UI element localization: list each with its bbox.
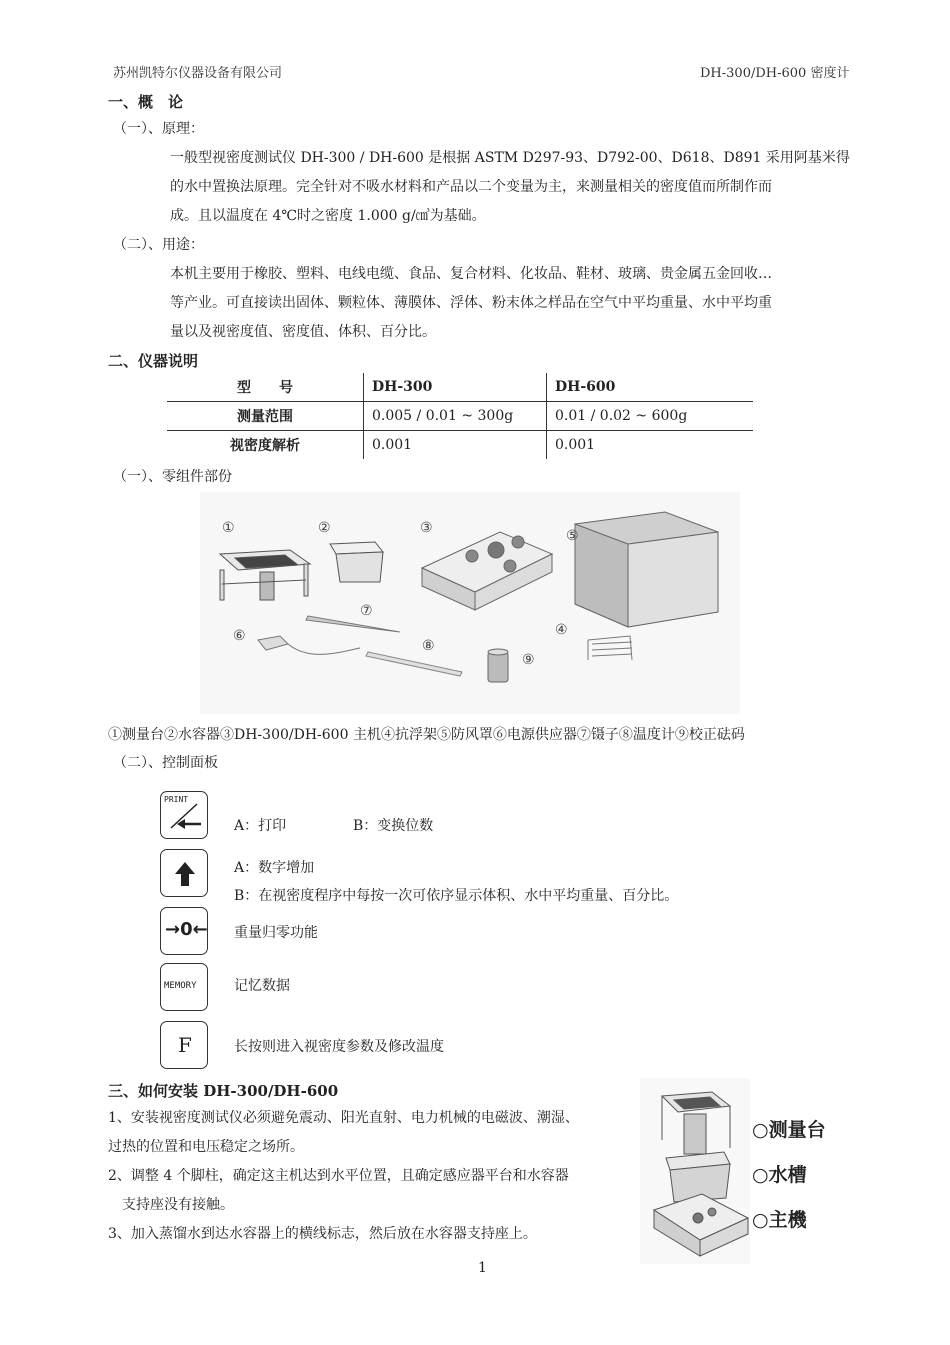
callout-9: ⑨ xyxy=(522,652,535,668)
usage-line-3: 量以及视密度值、密度值、体积、百分比。 xyxy=(170,324,436,340)
table-row xyxy=(167,431,753,460)
circle-marker-icon: ○ xyxy=(752,1119,769,1141)
circle-marker-icon: ○ xyxy=(752,1209,769,1231)
table-cell: 0.001 xyxy=(364,431,547,460)
section-1-title: 一、概 论 xyxy=(108,93,184,111)
print-key-desc-b: B：变换位数 xyxy=(353,818,434,834)
table-row xyxy=(167,402,753,431)
enter-arrow-icon xyxy=(167,802,203,832)
components-subtitle: （一）、零组件部份 xyxy=(113,469,232,485)
usage-line-2: 等产业。可直接读出固体、颗粒体、薄膜体、浮体、粉末体之样品在空气中平均重量、水中平均重 xyxy=(170,295,772,311)
table-cell: 型 号 xyxy=(167,373,364,402)
zero-icon: →0← xyxy=(165,919,208,940)
callout-4: ④ xyxy=(555,622,568,638)
up-arrow-icon xyxy=(173,860,197,888)
memory-key-label: MEMORY xyxy=(164,981,197,991)
spec-table xyxy=(167,373,753,459)
callout-3: ③ xyxy=(420,520,433,536)
memory-key xyxy=(160,963,208,1011)
print-key xyxy=(160,791,208,839)
callout-2: ② xyxy=(318,520,331,536)
page-number: 1 xyxy=(478,1260,487,1276)
components-caption: ①测量台②水容器③DH-300/DH-600 主机④抗浮架⑤防风罩⑥电源供应器⑦镊子⑧温度计⑨校正砝码 xyxy=(108,727,745,743)
section-2-title: 二、仪器说明 xyxy=(108,352,199,370)
circle-marker-icon: ○ xyxy=(752,1164,769,1186)
components-illustration xyxy=(200,492,740,714)
install-step-2b: 支持座没有接触。 xyxy=(108,1197,234,1213)
memory-key-desc: 记忆数据 xyxy=(234,978,290,994)
zero-key xyxy=(160,907,208,955)
f-key-desc: 长按则进入视密度参数及修改温度 xyxy=(234,1039,444,1055)
print-key-desc-a: A：打印 xyxy=(234,818,287,834)
up-key-desc-a: A：数字增加 xyxy=(234,860,315,876)
diagram-label: 主機 xyxy=(768,1209,807,1231)
diagram-label: 水槽 xyxy=(768,1164,807,1186)
install-step-3: 3、加入蒸馏水到达水容器上的横线标志，然后放在水容器支持座上。 xyxy=(108,1226,537,1242)
print-key-label: PRINT xyxy=(164,795,189,804)
table-cell: 0.01 / 0.02 ~ 600g xyxy=(547,402,754,431)
label-water-tank xyxy=(752,1160,807,1187)
callout-5: ⑤ xyxy=(566,528,579,544)
calibration-weight-image xyxy=(488,649,508,682)
windshield-image xyxy=(575,512,718,627)
table-cell: 视密度解析 xyxy=(230,438,300,454)
up-key xyxy=(160,849,208,897)
principle-line-3: 成。且以温度在 4℃时之密度 1.000 g/㎤为基础。 xyxy=(170,208,486,224)
control-panel-subtitle: （二）、控制面板 xyxy=(113,755,218,771)
f-key-label: F xyxy=(178,1033,192,1057)
install-step-1a: 1、安装视密度测试仪必须避免震动、阳光直射、电力机械的电磁波、潮湿、 xyxy=(108,1110,579,1126)
header-company: 苏州凯特尔仪器设备有限公司 xyxy=(113,66,283,81)
install-step-2a: 2、调整 4 个脚柱，确定这主机达到水平位置，且确定感应器平台和水容器 xyxy=(108,1168,569,1184)
callout-1: ① xyxy=(222,520,235,536)
zero-key-desc: 重量归零功能 xyxy=(234,925,318,941)
table-cell: 0.001 xyxy=(547,431,754,460)
section-3-title: 三、如何安装 DH-300/DH-600 xyxy=(108,1082,339,1100)
principle-line-1: 一般型视密度测试仪 DH-300 / DH-600 是根据 ASTM D297-93、D792-00、D618、D891 采用阿基米得 xyxy=(170,150,850,166)
callout-6: ⑥ xyxy=(233,628,246,644)
table-cell: DH-600 xyxy=(547,373,754,402)
label-main-unit xyxy=(752,1205,807,1232)
up-key-desc-b: B：在视密度程序中每按一次可依序显示体积、水中平均重量、百分比。 xyxy=(234,888,679,904)
table-cell: DH-300 xyxy=(364,373,547,402)
usage-line-1: 本机主要用于橡胶、塑料、电线电缆、食品、复合材料、化妆品、鞋材、玻璃、贵金属五金回收… xyxy=(170,266,772,282)
principle-line-2: 的水中置换法原理。完全针对不吸水材料和产品以二个变量为主，来测量相关的密度值而所制作而 xyxy=(170,179,772,195)
label-measuring-stand xyxy=(752,1115,826,1142)
assembly-diagram xyxy=(640,1078,750,1264)
section-1-sub-usage: （二）、用途： xyxy=(113,237,204,253)
section-1-sub-principle: （一）、原理： xyxy=(113,121,204,137)
diagram-label: 测量台 xyxy=(768,1119,826,1141)
table-row xyxy=(167,373,753,402)
table-cell: 测量范围 xyxy=(167,402,364,431)
install-step-1b: 过热的位置和电压稳定之场所。 xyxy=(108,1139,304,1155)
f-key xyxy=(160,1021,208,1069)
table-cell: 0.005 / 0.01 ~ 300g xyxy=(364,402,547,431)
callout-7: ⑦ xyxy=(360,603,373,619)
header-model: DH-300/DH-600 密度计 xyxy=(700,66,850,81)
callout-8: ⑧ xyxy=(422,638,435,654)
